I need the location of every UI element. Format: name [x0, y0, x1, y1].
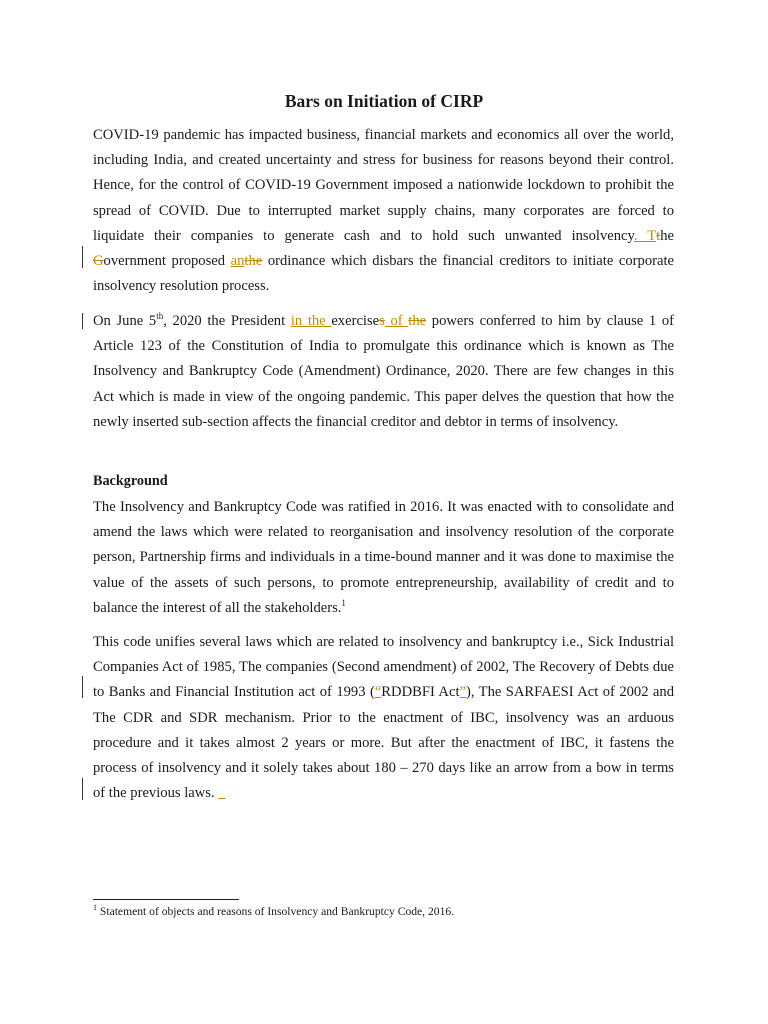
footnote-separator: [93, 899, 239, 900]
tracked-insertion: of: [384, 313, 409, 329]
paragraph-ordinance: On June 5th, 2020 the President in the exercises of the powers conferred to him by clause 1 of Article 123 of the Constitution of India to promulgate this ordinance which is known as The Insolvency and Bankruptcy Code (Amendment) Ordinance, 2020. There are few changes in this Act which is made in view of the ongoing pandemic. This paper delves the question that how the newly inserted sub-section affects the financial creditor and debtor in terms of insolvency.: [93, 311, 674, 430]
section-heading-background: Background: [93, 473, 168, 489]
tracked-deletion: t: [656, 227, 661, 244]
change-bar: [82, 778, 83, 800]
document-title: Bars on Initiation of CIRP: [284, 91, 484, 111]
change-bar: [82, 313, 83, 329]
tracked-insertion: ”: [459, 684, 466, 701]
paragraph-code-unifies: This code unifies several laws which are related to insolvency and bankruptcy i.e., Sick Industrial Companies Act of 1985, The companies (Second amendment) of 2002, The Recovery of Debts due to Banks and Financial Institution act of 1993 (“RDDBFI Act”), The SARFAESI Act of 2002 and The CDR and SDR mechanism. Prior to the enactment of IBC, insolvency was an arduous procedure and it takes almost 2 years or more. But after the enactment of IBC, it fastens the process of insolvency and it solely takes about 180 – 270 days like an arrow from a bow in terms of the previous laws.: [93, 634, 675, 802]
tracked-deletion: the: [244, 253, 263, 270]
tracked-deletion: G: [93, 253, 104, 270]
footnote-reference: 1: [341, 597, 346, 608]
change-bar: [82, 676, 83, 698]
footnote: $^1$ Statement of objects and reasons of Insolvency and Bankruptcy Code, 2016.: [93, 903, 455, 918]
tracked-insertion: “: [374, 684, 382, 701]
paragraph-background: The Insolvency and Bankruptcy Code was ratified in 2016. It was enacted with to consolidate and amend the laws which were related to reorganisation and insolvency resolution of the corporate person, Partnership firms and individuals in a time-bound manner and it was done to maximise the value of the assets of such persons, to promote entrepreneurship, availability of credit and to balance the interest of all the stakeholders.$^1$: [93, 499, 674, 616]
tracked-insertion: . T: [633, 227, 657, 244]
change-bar: [82, 246, 83, 268]
tracked-insertion: an: [230, 253, 245, 270]
tracked-deletion: the: [408, 313, 427, 329]
tracked-insertion: in the: [290, 313, 332, 329]
tracked-insertion: [218, 785, 225, 801]
tracked-deletion: s: [379, 313, 385, 329]
paragraph-intro: COVID-19 pandemic has impacted business, financial markets and economics all over the world, including India, and created uncertainty and stress for business for reasons beyond their control. Hence, for the control of COVID-19 Government imposed a nationwide lockdown to prohibit the spread of COVID. Due to interrupted market supply chains, many corporates are forced to liquidate their companies to generate cash and to hold such unwanted insolvency. Tthe Government proposed anthe ordinance which disbars the financial creditors to initiate corporate insolvency resolution process.: [93, 127, 675, 295]
